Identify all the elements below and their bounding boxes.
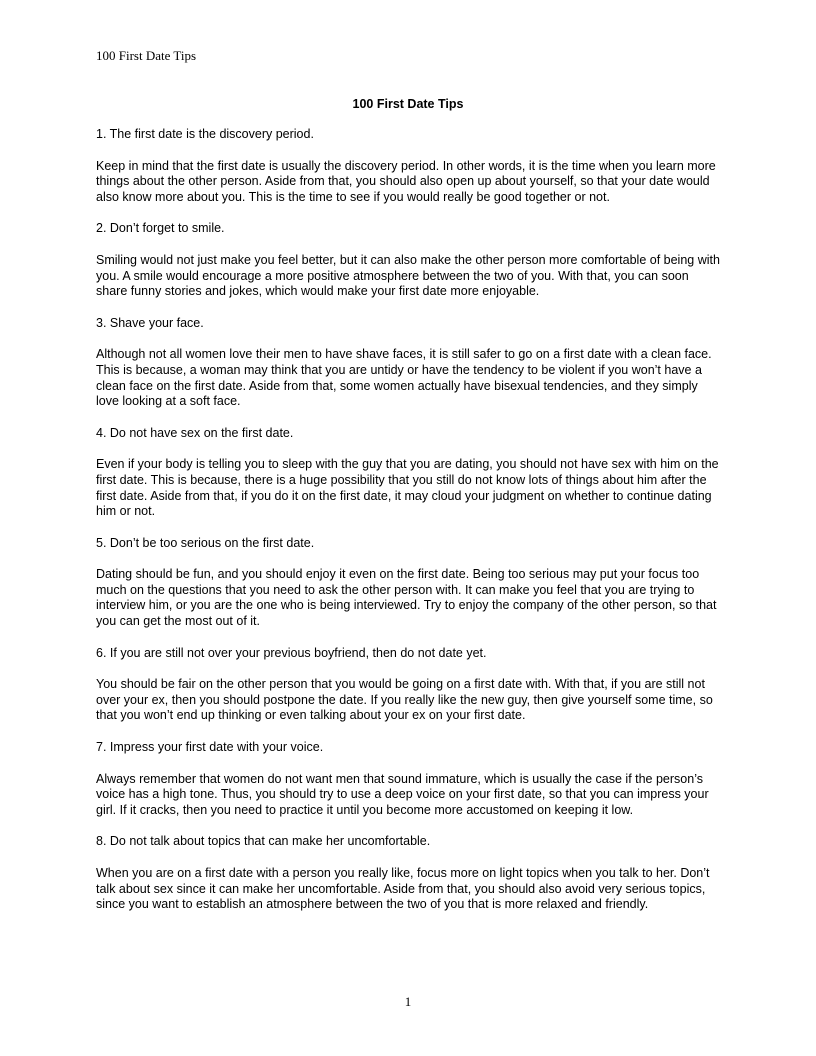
tip-body: You should be fair on the other person that you would be going on a first date with. With that, if you are still not over your ex, then you should postpone the date. If you really like the new guy, then give yourself some time, so that you won’t end up thinking or even talking about your ex on your first date. — [96, 677, 713, 723]
tip-body: Dating should be fun, and you should enjoy it even on the first date. Being too serious may put your focus too much on the questions that you need to ask the other person with. It can make you feel that you are trying to interview him, or you are the one who is being interviewed. Try to enjoy the company of the other person, so that you can get the most out of it. — [96, 567, 717, 629]
page-number: 1 — [404, 994, 412, 1009]
tip-heading: 7. Impress your first date with your voice. — [96, 740, 324, 755]
tip-heading: 3. Shave your face. — [96, 315, 204, 330]
tip-body: Although not all women love their men to have shave faces, it is still safer to go on a first date with a clean face. This is because, a woman may think that you are untidy or have the tendency to be violent if you won’t have a clean face on the first date. Aside from that, some women actually have bisexual tendencies, and they simply love looking at a soft face. — [96, 347, 712, 409]
tip-5 — [96, 536, 722, 630]
tip-8 — [96, 834, 722, 912]
tip-6 — [96, 646, 722, 724]
tip-heading: 1. The first date is the discovery period. — [96, 127, 314, 141]
tip-heading: 4. Do not have sex on the first date. — [96, 425, 294, 440]
tip-body: When you are on a first date with a person you really like, focus more on light topics when you talk to her. Don’t talk about sex since it can make her uncomfortable. Aside from that, you should also avoid very serious topics, since you want to establish an atmosphere between the two of you that is more relaxed and friendly. — [96, 866, 710, 912]
tip-4 — [96, 426, 722, 520]
document-body — [96, 127, 722, 929]
tip-heading: 2. Don’t forget to smile. — [96, 221, 225, 236]
document-title: 100 First Date Tips — [352, 97, 464, 111]
tip-heading: 5. Don’t be too serious on the first date. — [96, 535, 315, 550]
tip-heading: 6. If you are still not over your previous boyfriend, then do not date yet. — [96, 645, 487, 660]
tip-2 — [96, 221, 722, 299]
tip-body: Keep in mind that the first date is usually the discovery period. In other words, it is the time when you learn more things about the other person. Aside from that, you should also open up about yourself, so that your date would also know more about you. This is the time to see if you would really be good together or not. — [96, 158, 716, 204]
tip-body: Smiling would not just make you feel better, but it can also make the other person more comfortable of being with you. A smile would encourage a more positive atmosphere between the two of you. With that, you can soon share funny stories and jokes, which would make your first date more enjoyable. — [96, 252, 720, 299]
tip-3 — [96, 316, 722, 410]
tip-body: Always remember that women do not want men that sound immature, which is usually the case if the person’s voice has a high tone. Thus, you should try to use a deep voice on your first date, so that you can impress your girl. If it cracks, then you need to practice it until you become more accustomed on keeping it low. — [96, 771, 709, 817]
tip-body: Even if your body is telling you to sleep with the guy that you are dating, you should not have sex with him on the first date. This is because, there is a huge possibility that you still do not know lots of things about him after the first date. Aside from that, if you do it on the first date, it may cloud your judgment on whether to continue dating him or not. — [96, 457, 719, 519]
running-header: 100 First Date Tips — [96, 48, 197, 63]
tip-1 — [96, 127, 722, 205]
tip-7 — [96, 740, 722, 818]
tip-heading: 8. Do not talk about topics that can make her uncomfortable. — [96, 834, 431, 849]
